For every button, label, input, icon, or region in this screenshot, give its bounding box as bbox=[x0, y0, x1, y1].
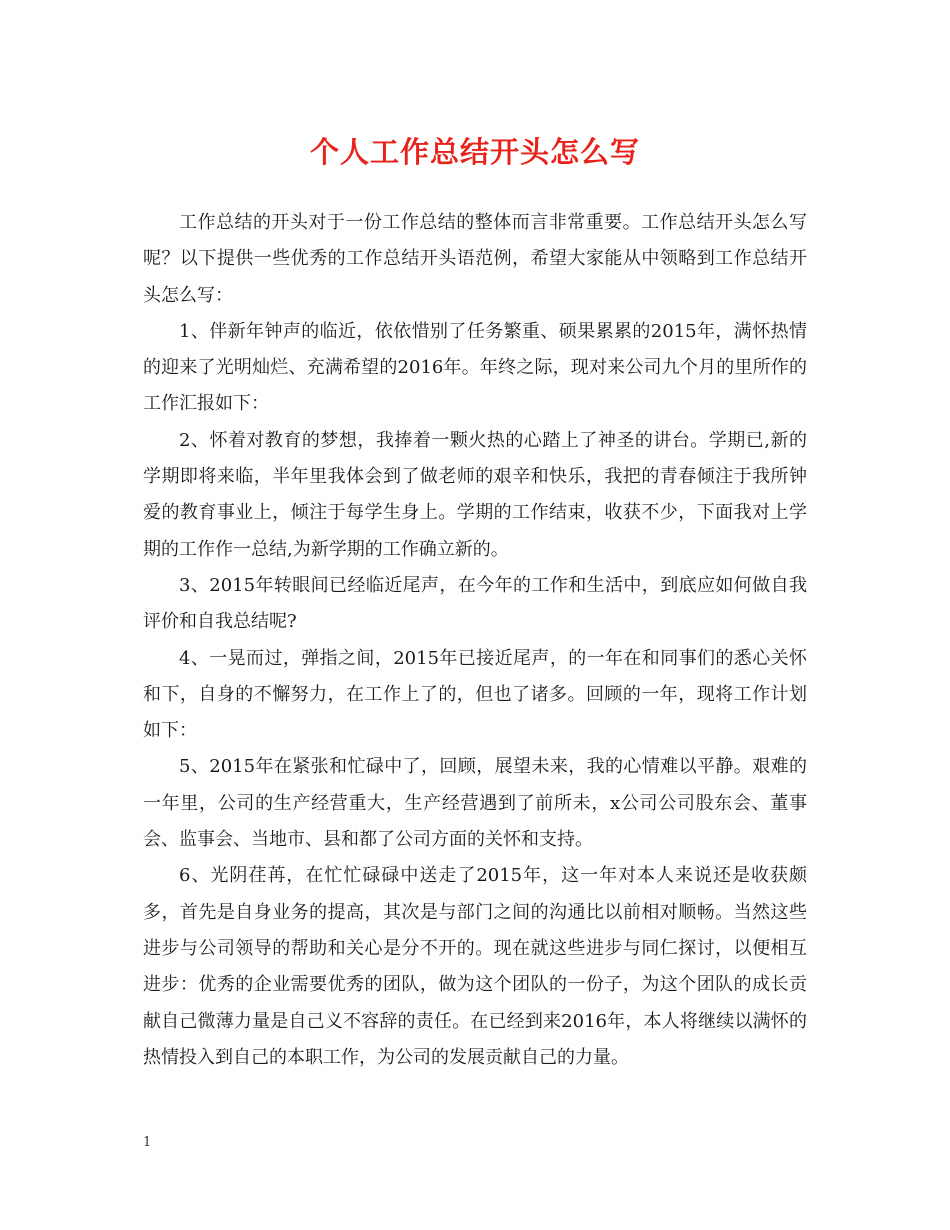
paragraph-1: 1、伴新年钟声的临近，依依惜别了任务繁重、硕果累累的2015年，满怀热情的迎来了光明灿烂、充满希望的2016年。年终之际，现对来公司九个月的里所作的工作汇报如下： bbox=[143, 320, 807, 415]
paragraph-4: 4、一晃而过，弹指之间，2015年已接近尾声，的一年在和同事们的悉心关怀和下，自身的不懈努力，在工作上了的，但也了诸多。回顾的一年，现将工作计划如下： bbox=[143, 647, 807, 742]
paragraph-2: 2、怀着对教育的梦想，我捧着一颗火热的心踏上了神圣的讲台。学期已,新的学期即将来临，半年里我体会到了做老师的艰辛和快乐，我把的青春倾注于我所钟爱的教育事业上，倾注于每学生身上。学期的工作结束，收获不少，下面我对上学期的工作作一总结,为新学期的工作确立新的。 bbox=[143, 429, 807, 560]
paragraph-3: 3、2015年转眼间已经临近尾声，在今年的工作和生活中，到底应如何做自我评价和自我总结呢? bbox=[143, 574, 807, 633]
document-title: 个人工作总结开头怎么写 bbox=[309, 135, 640, 169]
document-body bbox=[143, 205, 807, 1076]
paragraph-5: 5、2015年在紧张和忙碌中了，回顾，展望未来，我的心情难以平静。艰难的一年里，公司的生产经营重大，生产经营遇到了前所未，x公司公司股东会、董事会、监事会、当地市、县和都了公司方面的关怀和支持。 bbox=[143, 756, 807, 851]
intro-paragraph: 工作总结的开头对于一份工作总结的整体而言非常重要。工作总结开头怎么写呢？以下提供一些优秀的工作总结开头语范例，希望大家能从中领略到工作总结开头怎么写： bbox=[143, 212, 807, 306]
paragraph-6: 6、光阴荏苒，在忙忙碌碌中送走了2015年，这一年对本人来说还是收获颇多，首先是自身业务的提高，其次是与部门之间的沟通比以前相对顺畅。当然这些进步与公司领导的帮助和关心是分不开的。现在就这些进步与同仁探讨，以便相互进步：优秀的企业需要优秀的团队，做为这个团队的一份子，为这个团队的成长贡献自己微薄力量是自己义不容辞的责任。在已经到来2016年，本人将继续以满怀的热情投入到自己的本职工作，为公司的发展贡献自己的力量。 bbox=[143, 865, 807, 1068]
page-number: 1 bbox=[143, 1135, 152, 1150]
